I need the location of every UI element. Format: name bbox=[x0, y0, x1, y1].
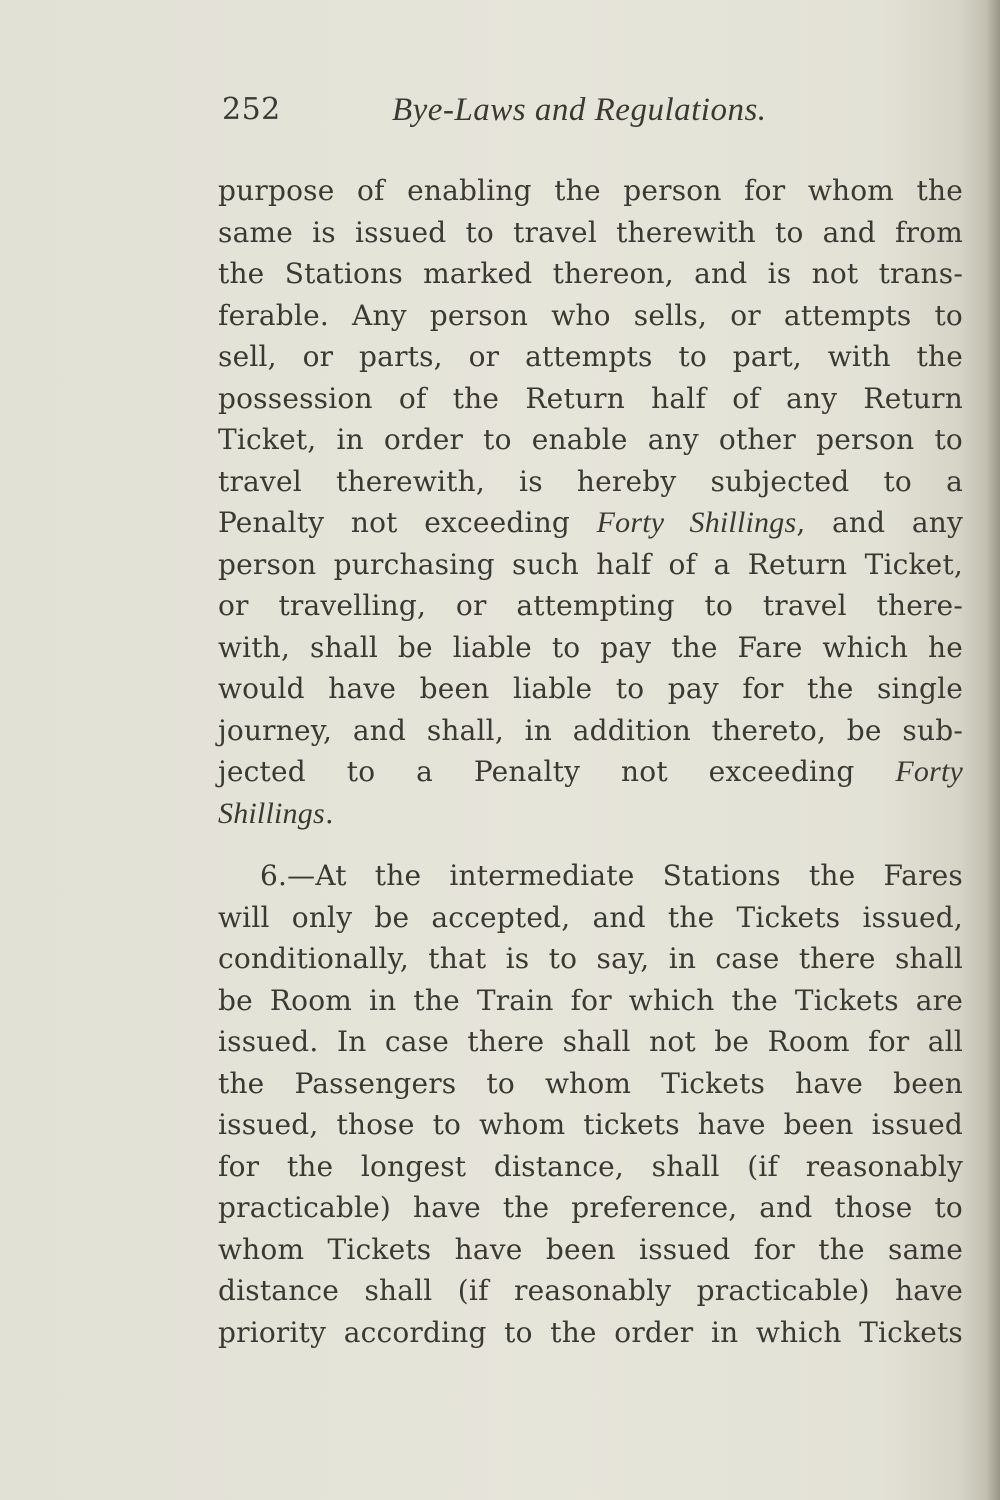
text-segment: Penalty not exceeding bbox=[218, 506, 597, 539]
text-line: person purchasing such half of a Return Ticket, bbox=[218, 547, 963, 581]
text-line: whom Tickets have been issued for the same bbox=[218, 1232, 963, 1266]
text-line: issued. In case there shall not be Room for all bbox=[218, 1025, 963, 1058]
text-line: will only be accepted, and the Tickets issued, bbox=[218, 900, 963, 934]
italic-amount: Shillings bbox=[218, 796, 325, 830]
text-line: issued, those to whom tickets have been issued bbox=[218, 1108, 963, 1141]
text-line: journey, and shall, in addition thereto, be sub- bbox=[218, 713, 963, 747]
text-line: sell, or parts, or attempts to part, with the bbox=[218, 340, 963, 373]
text-line: Ticket, in order to enable any other person to bbox=[218, 423, 963, 456]
text-line: the Stations marked thereon, and is not trans- bbox=[218, 257, 963, 290]
italic-amount: Forty Shillings bbox=[596, 506, 797, 539]
text-line: purpose of enabling the person for whom the bbox=[218, 174, 963, 207]
running-title: Bye-Laws and Regulations. bbox=[392, 92, 767, 128]
text-line bbox=[218, 502, 963, 544]
text-line: distance shall (if reasonably practicable) have bbox=[218, 1274, 963, 1307]
text-line bbox=[218, 793, 963, 835]
text-segment: , and any bbox=[796, 506, 964, 539]
text-line: practicable) have the preference, and those to bbox=[218, 1191, 963, 1224]
text-line: with, shall be liable to pay the Fare which he bbox=[218, 630, 963, 664]
text-line: would have been liable to pay for the single bbox=[218, 672, 963, 705]
text-line: 6.—At the intermediate Stations the Fares bbox=[260, 859, 963, 892]
page-header bbox=[222, 92, 818, 142]
paragraph-continued bbox=[218, 170, 963, 834]
text-segment: jected to a Penalty not exceeding bbox=[218, 755, 896, 788]
text-line: be Room in the Train for which the Tickets are bbox=[218, 983, 963, 1017]
text-line: ferable. Any person who sells, or attempts to bbox=[218, 298, 963, 332]
text-line: possession of the Return half of any Return bbox=[218, 381, 963, 415]
text-line: for the longest distance, shall (if reasonably bbox=[218, 1149, 963, 1183]
text-line: same is issued to travel therewith to and from bbox=[218, 215, 963, 249]
text-line bbox=[218, 751, 963, 793]
paragraph-gap bbox=[218, 834, 963, 855]
text-line: conditionally, that is to say, in case there shall bbox=[218, 942, 963, 975]
paragraph-section-6 bbox=[218, 855, 963, 1353]
text-line: or travelling, or attempting to travel there- bbox=[218, 589, 963, 622]
text-line: priority according to the order in which Tickets bbox=[218, 1315, 963, 1349]
text-line: travel therewith, is hereby subjected to a bbox=[218, 464, 963, 498]
text-line: the Passengers to whom Tickets have been bbox=[218, 1066, 963, 1100]
text-segment: . bbox=[324, 796, 334, 830]
body-text bbox=[218, 170, 963, 1353]
italic-amount: Forty bbox=[895, 755, 963, 788]
page-number: 252 bbox=[222, 92, 281, 127]
